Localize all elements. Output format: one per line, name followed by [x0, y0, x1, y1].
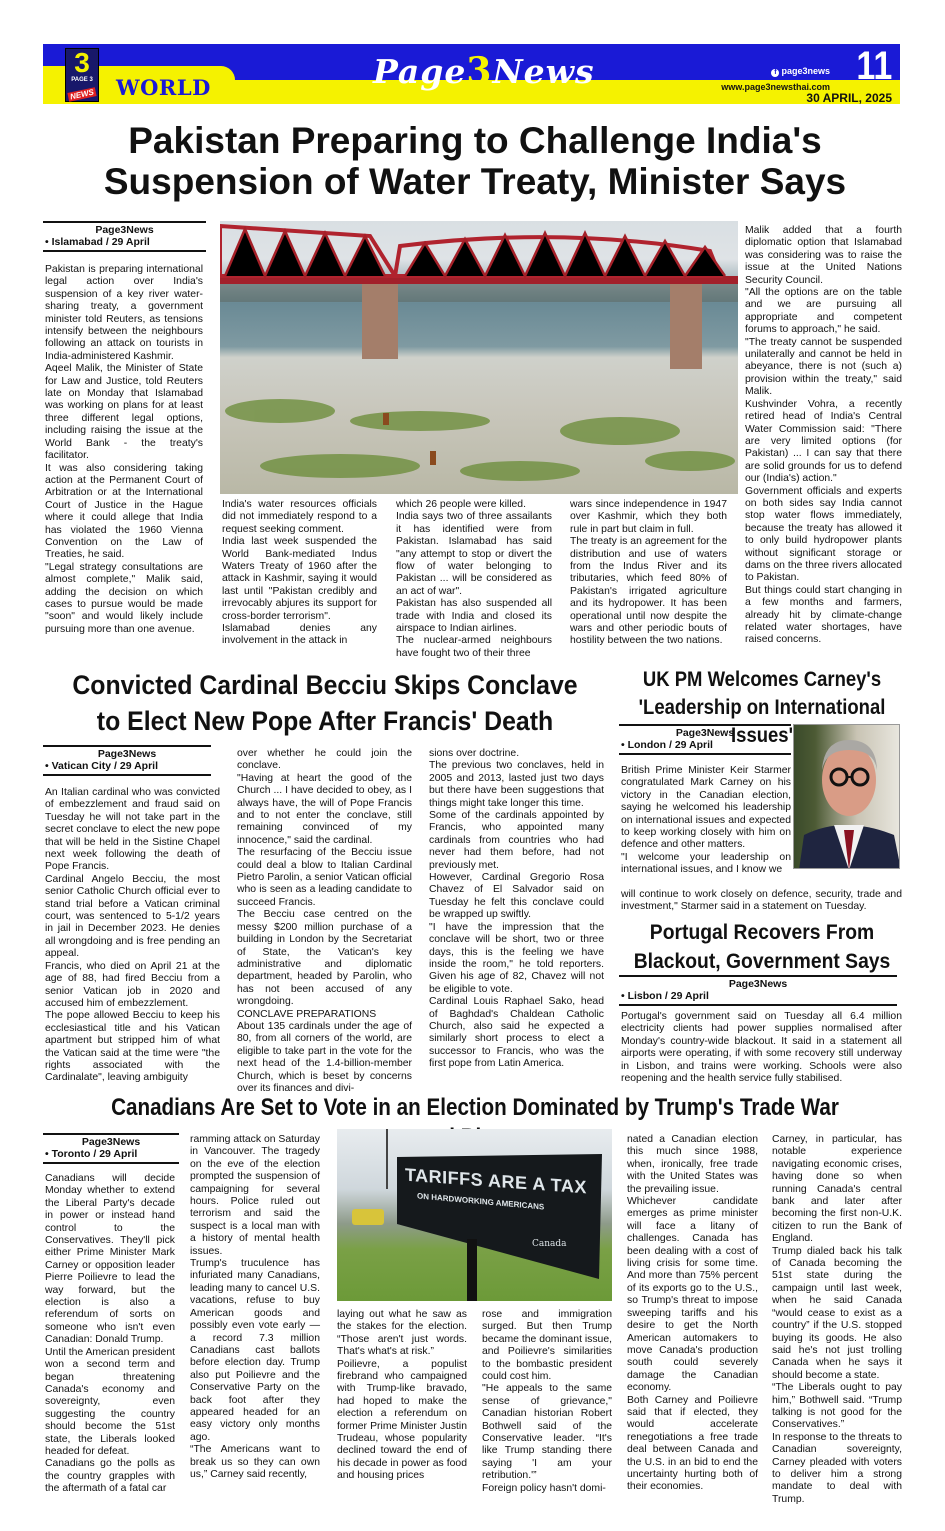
article1-col1	[45, 264, 203, 636]
article5-col2	[190, 1134, 320, 1481]
article2-headline-line1: Convicted Cardinal Becciu Skips Conclave	[72, 670, 578, 700]
paragraph: The resurfacing of the Becciu issue could deal a blow to Italian Cardinal Pietro Parolin, a senior Vatican official who is seen as a leading candidate to succeed Francis.	[237, 847, 412, 908]
article2-byline	[43, 745, 211, 776]
paragraph: However, Cardinal Gregorio Rosa Chavez of El Salvador said on Tuesday he felt this conclave could be wrapped up swiftly.	[429, 872, 604, 921]
paragraph: "He appeals to the same sense of grievance," Canadian historian Robert Bothwell said of the Conservative leader. “It's like Trump standing there saying 'I am your retribution.'”	[482, 1383, 612, 1482]
paragraph: Carney, in particular, has notable experience navigating economic crises, having done so when running Canada's central bank and later after becoming the first non-U.K. citizen to run the Bank of England.	[772, 1134, 902, 1245]
article4-headline	[624, 918, 900, 976]
paragraph: laying out what he saw as the stakes for the election. “Those aren't just words. That's what's at risk.”	[337, 1309, 467, 1358]
article3-body-bottom	[621, 889, 902, 914]
paragraph: Trump dialed back his talk of Canada becoming the 51st state during the campaign until last week, when he said Canada “would cease to exist as a country” if the U.S. stopped buying its goods. He also said he's not just trolling Canada when he says it should become a state.	[772, 1245, 902, 1381]
article3-body-top	[621, 765, 791, 877]
article4-byline	[619, 975, 897, 1006]
article1-col3	[396, 499, 552, 660]
article1-col2	[222, 499, 377, 648]
byline-location: • Lisbon / 29 April	[621, 990, 709, 1002]
paragraph: "All the options are on the table and we are pursuing all appropriate and competent forums to approach," he said.	[745, 287, 902, 336]
article2-col2	[237, 748, 412, 1095]
billboard-canada-wordmark: Canada	[532, 1239, 567, 1249]
logo-sub: PAGE 3	[71, 77, 93, 83]
paragraph: CONCLAVE PREPARATIONS	[237, 1008, 377, 1020]
article5-byline	[43, 1133, 179, 1164]
paragraph: The treaty is an agreement for the distribution and use of waters from the Indus River and its tributaries, which feed 80% of Pakistan's irrigated agriculture and its hydropower. It has been operational until now despite the wars and other periodic bouts of hostility between the two nations.	[570, 536, 727, 647]
article1-col4	[570, 499, 727, 648]
byline-location: • Vatican City / 29 April	[45, 760, 158, 772]
paragraph: which 26 people were killed.	[396, 499, 526, 510]
paragraph: Government officials and experts on both sides say India cannot stop water flows immediately, because the treaty has allowed it to only build hydropower plants without significant storage or dams on the three rivers allocated to Pakistan.	[745, 485, 902, 584]
paragraph: "Legal strategy consultations are almost complete," Malik said, adding the decision on which cases to pursue would be made "soon" and would likely include pursuing more than one avenue.	[45, 561, 203, 635]
issue-date: 30 APRIL, 2025	[806, 91, 892, 105]
facebook-handle	[771, 66, 830, 77]
paragraph: India last week suspended the World Bank-mediated Indus Waters Treaty of 1960 after the attack in Kashmir, saying it would last until "Pakistan credibly and irrevocably abjures its support for cross-border terrorism".	[222, 536, 377, 622]
bridge-illustration	[220, 221, 738, 494]
article5-col5	[627, 1134, 758, 1494]
paragraph: An Italian cardinal who was convicted of embezzlement and fraud said on Tuesday he will not take part in the secret conclave to elect the new pope that will be held in the Sistine Chapel next week following the death of Pope Francis.	[45, 787, 220, 873]
paragraph: India's water resources officials did not immediately respond to a request seeking comment.	[222, 499, 377, 535]
article1-col5	[745, 225, 902, 647]
article2-col1	[45, 787, 220, 1085]
byline-source: Page3News	[675, 727, 735, 739]
paragraph: The nuclear-armed neighbours have fought two of their three	[396, 635, 552, 659]
article5-col6	[772, 1134, 902, 1506]
article2-col3	[429, 748, 604, 1071]
article4-headline-line1: Portugal Recovers From	[649, 921, 875, 944]
paragraph: "I have the impression that the conclave will be short, two or three days, this is the feeling we have inside the room," he told reporters. Given his age of 82, Chavez will not be eligible to vote.	[429, 921, 604, 995]
byline-location: • Islamabad / 29 April	[45, 236, 150, 248]
facebook-icon: f	[771, 69, 779, 77]
article5-col4	[482, 1309, 612, 1495]
article4-body	[621, 1011, 902, 1085]
paragraph: Kushvinder Vohra, a recently retired head of India's Central Water Commission said: "There are very limited options (for Pakistan) ... I can say that there are solid grounds for us to defend our (India's) action."	[745, 398, 902, 485]
byline-location: • London / 29 April	[621, 739, 713, 751]
facebook-text: page3news	[781, 66, 830, 76]
paragraph: India says two of three assailants it has identified were from Pakistan. Islamabad has said "any attempt to stop or divert the flow of water belonging to Pakistan ... will be considered as an act of war".	[396, 511, 552, 597]
article1-headline	[40, 120, 910, 202]
article5-col3	[337, 1309, 467, 1483]
section-label: WORLD	[116, 75, 211, 100]
article3-headline-line1: UK PM Welcomes Carney's	[642, 668, 882, 691]
paragraph: Cardinal Angelo Becciu, the most senior Catholic Church official ever to stand trial before a Vatican criminal court, was sentenced to 5-1/2 years in jail in December 2023. He denies all wrongdoing and is free pending an appeal.	[45, 873, 220, 960]
brand-left: Page	[373, 52, 467, 91]
paragraph: "Having at heart the good of the Church ... I have decided to obey, as I always have, the will of Pope Francis and to not enter the conclave, still remaining convinced of my innocence," said the cardinal.	[237, 772, 412, 846]
article2-headline-line2: to Elect New Pope After Francis' Death	[96, 706, 554, 736]
billboard-text-main: TARIFFS ARE A TAX	[405, 1164, 587, 1198]
page3-logo	[65, 48, 99, 102]
article3-headline-line2: 'Leadership on International Issues'	[638, 696, 886, 747]
paragraph: “The Liberals ought to pay him,” Bothwell said. “Trump talking is not good for the Conservatives.”	[772, 1382, 902, 1431]
paragraph: wars since independence in 1947 over Kashmir, which they both rule in part but claim in full.	[570, 499, 727, 535]
paragraph: nated a Canadian election this much since 1988, when, ironically, free trade with the United States was the prevailing issue.	[627, 1134, 758, 1195]
paragraph: Both Carney and Poilievre said that if elected, they would accelerate renegotiations a free trade deal between Canada and the U.S. in an bid to end the uncertainty hurting both of their economies.	[627, 1394, 758, 1493]
billboard-photo	[337, 1129, 612, 1301]
byline-location: • Toronto / 29 April	[45, 1148, 138, 1160]
article3-byline	[619, 724, 791, 755]
article5-headline: Canadians Are Set to Vote in an Election Dominated by Trump's Trade War	[111, 1094, 839, 1121]
billboard-text-sub: ON HARDWORKING AMERICANS	[417, 1191, 545, 1212]
article5-col1	[45, 1173, 175, 1496]
page-number: 11	[856, 44, 892, 88]
paragraph: British Prime Minister Keir Starmer congratulated Mark Carney on his victory in the Canadian election, saying he welcomed his leadership on international issues and expected to keep working closely with him on defence and other matters.	[621, 765, 791, 851]
brand-wordmark	[373, 50, 595, 92]
article2-headline	[63, 667, 587, 739]
paragraph: Aqeel Malik, the Minister of State for Law and Justice, told Reuters late on Monday that Islamabad was working on plans for at least three different legal options, including raising the issue at the World Bank - the treaty's facilitator.	[45, 363, 203, 462]
paragraph: Whichever candidate emerges as prime minister will face a litany of challenges. Canada has been dealing with a cost of living crisis for some time. And more than 75% percent of its exports go to the U.S., so Trump's threat to impose sweeping tariffs and his desire to get the North American automakers to move Canada's production south could severely damage the Canadian economy.	[627, 1196, 758, 1394]
paragraph: rose and immigration surged. But then Trump became the dominant issue, and Poilievre's similarities to the bombastic president could cost him.	[482, 1309, 612, 1383]
paragraph: ramming attack on Saturday in Vancouver. The tragedy on the eve of the election prompted the suspension of campaigning for several hours. Police ruled out terrorism and said the suspect is a local man with a history of mental health issues.	[190, 1134, 320, 1257]
byline-source: Page3News	[95, 224, 154, 236]
paragraph: over whether he could join the conclave.	[237, 748, 412, 772]
masthead	[43, 44, 900, 104]
paragraph: Canadians will decide Monday whether to extend the Liberal Party's decade in power or instead hand control to the Conservatives. They'll pick either Prime Minister Mark Carney or opposition leader Pierre Poilievre to lead the way forward, but the election is also a referendum of sorts on someone who isn't even Canadian: Donald Trump.	[45, 1173, 175, 1346]
paragraph: “The Americans want to break us so they can own us,” Carney said recently,	[190, 1444, 320, 1480]
paragraph: But things could start changing in a few months and farmers, already hit by climate-change related water shortages, have raised concerns.	[745, 584, 902, 646]
paragraph: Canadians go the polls as the country grapples with the aftermath of a fatal car	[45, 1458, 175, 1495]
paragraph: Some of the cardinals appointed by Francis, who appointed many cardinals from countries who had never had them before, had not previously met.	[429, 810, 604, 871]
paragraph: Francis, who died on April 21 at the age of 88, had fired Becciu from a senior Vatican job in 2020 and accused him of embezzlement.	[45, 960, 220, 1009]
paragraph: Pakistan has also suspended all trade with India and closed its airspace to Indian airlines.	[396, 598, 552, 635]
starmer-portrait-photo	[793, 724, 900, 869]
paragraph: Trump's truculence has infuriated many Canadians, leading many to cancel U.S. vacations, refuse to buy American goods and possibly even vote early — a record 7.3 million Canadians cast ballots before election day. Trump also put Poilievre and the Conservative Party on the back foot after they appeared headed for an easy victory only months ago.	[190, 1258, 320, 1443]
article1-byline	[43, 221, 206, 252]
article1-headline-line2: Suspension of Water Treaty, Minister Says	[103, 161, 847, 202]
paragraph: Poilievre, a populist firebrand who campaigned with Trump-like bravado, had hoped to make the election a referendum on former Prime Minister Justin Trudeau, whose popularity declined toward the end of his decade in power as food and housing prices	[337, 1358, 467, 1482]
paragraph: About 135 cardinals under the age of 80, from all corners of the world, are eligible to take part in the vote for the next head of the 1.4-billion-member Church, which is beset by concerns over its finances and divi-	[237, 1020, 412, 1094]
brand-right: News	[492, 52, 595, 91]
paragraph: Portugal's government said on Tuesday all 6.4 million electricity clients had power supplies normalised after Monday's country-wide blackout. It said in a statement all airports were operating, if with some recovery still underway in Lisbon, and trains were working. Schools were also reopening and the health service fully stabilised.	[621, 1011, 902, 1085]
paragraph: sions over doctrine.	[429, 748, 520, 759]
paragraph: It was also considering taking action at the Permanent Court of Arbitration or at the International Court of Justice in the Hague where it could allege that India has violated the 1960 Vienna Convention on the Law of Treaties, he said.	[45, 462, 203, 561]
byline-source: Page3News	[81, 1136, 141, 1148]
bridge-river-photo	[220, 221, 738, 494]
paragraph: The pope allowed Becciu to keep his ecclesiastical title and his Vatican apartment but stripped him of what the Vatican said at the time were "the rights associated with the Cardinalate", leaving ambiguity	[45, 1010, 220, 1084]
paragraph: Malik added that a fourth diplomatic option that Islamabad was considering was to raise the issue at the United Nations Security Council.	[745, 225, 902, 286]
byline-source: Page3News	[728, 978, 788, 990]
paragraph: In response to the threats to Canadian sovereignty, Carney pleaded with voters to deliver him a strong mandate to deal with Trump.	[772, 1431, 902, 1505]
paragraph: Foreign policy hasn't domi-	[482, 1482, 606, 1494]
website-url: www.page3newsthai.com	[721, 82, 830, 92]
article4-headline-line2: Blackout, Government Says	[633, 950, 891, 973]
portrait-illustration	[794, 725, 900, 869]
article1-headline-line1: Pakistan Preparing to Challenge India's	[128, 120, 822, 161]
byline-source: Page3News	[97, 748, 157, 760]
paragraph: Until the American president won a second term and began threatening Canada's economy and sovereignty, even suggesting the country should become the 51st state, the Liberals looked headed for defeat.	[45, 1346, 175, 1457]
paragraph: "The treaty cannot be suspended unilaterally and cannot be held in abeyance, there is not (such a) provision within the treaty," said Malik.	[745, 336, 902, 398]
paragraph: The previous two conclaves, held in 2005 and 2013, lasted just two days but there have been suggestions that things might take longer this time.	[429, 760, 604, 809]
paragraph: Pakistan is preparing international legal action over India's suspension of a key river water-sharing treaty, a government minister told Reuters, as tensions intensify between the neighbours following an attack on tourists in India-administered Kashmir.	[45, 264, 203, 362]
billboard-illustration	[337, 1129, 612, 1301]
paragraph: "I welcome your leadership on international issues, and I know we	[621, 851, 791, 876]
paragraph: Islamabad denies any involvement in the attack in	[222, 623, 377, 647]
paragraph: Cardinal Louis Raphael Sako, head of Baghdad's Chaldean Catholic Church, also said he expected a similarly short process to elect a successor to Francis, who was the first pope from Latin America.	[429, 996, 604, 1070]
brand-three: 3	[466, 50, 493, 92]
paragraph: The Becciu case centred on the messy $200 million purchase of a building in London by the Secretariat of State, the Vatican's key administrative and diplomatic department, headed by Parolin, who has not been accused of any wrongdoing.	[237, 909, 412, 1008]
logo-number: 3	[74, 47, 90, 78]
paragraph: will continue to work closely on defence, security, trade and investment," Starmer said in a statement on Tuesday.	[621, 889, 902, 913]
logo-news: NEWS	[69, 87, 95, 102]
